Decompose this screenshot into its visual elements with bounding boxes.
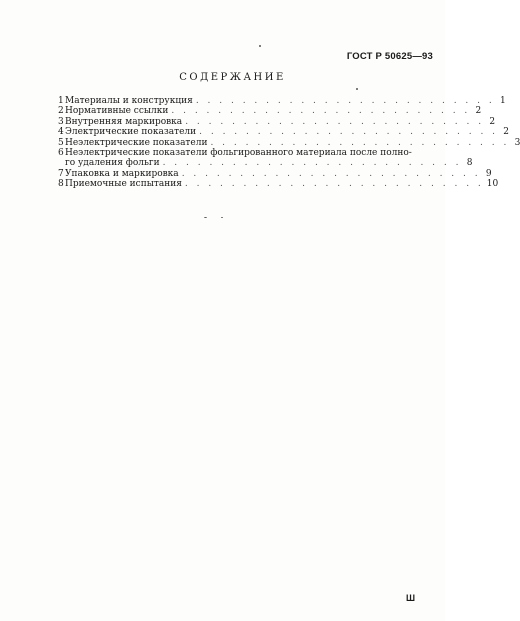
toc-entry-title: Электрические показатели	[65, 127, 197, 138]
toc-entry-number: 2	[58, 106, 64, 117]
toc-entry-page: 2	[475, 106, 482, 117]
toc-entry[interactable]	[58, 127, 510, 138]
toc-leader: . . . . . . . . . . . . . . . . . . . . . . . . . .	[210, 137, 510, 148]
toc-leader: . . . . . . . . . . . . . . . . . . . . . . . . . .	[185, 116, 485, 127]
toc-entry-page: 8	[466, 158, 473, 169]
scan-speck	[356, 88, 358, 90]
toc-entry-number: 4	[58, 127, 64, 138]
page-title: СОДЕРЖАНИЕ	[179, 72, 286, 83]
toc-entry-page: 2	[489, 116, 496, 127]
toc-entry[interactable]	[58, 179, 499, 190]
toc-entry-number: 1	[58, 96, 64, 106]
toc-leader: . . . . . . . . . . . . . . . . . . . . . . . . . .	[199, 127, 499, 138]
toc-entry-page: 10	[486, 179, 499, 190]
toc-entry-number: 3	[58, 116, 64, 127]
toc-leader: . . . . . . . . . . . . . . . . . . . . . . . . . .	[184, 179, 484, 190]
toc-entry-title: Неэлектрические показатели фольгированного материала после полно-	[65, 148, 412, 159]
toc-entry-page: 1	[500, 96, 506, 106]
toc-entry[interactable]	[58, 137, 520, 148]
scan-speck	[259, 45, 261, 47]
page-mark: Ш	[405, 593, 415, 603]
toc-leader: . . . . . . . . . . . . . . . . . . . . . . . . . .	[171, 106, 471, 117]
toc-entry-title: Приемочные испытания	[65, 179, 182, 190]
toc-entry[interactable]	[58, 168, 492, 179]
scan-speck	[204, 217, 207, 218]
scan-speck	[221, 217, 223, 218]
toc-leader: . . . . . . . . . . . . . . . . . . . . . . . . . .	[195, 96, 495, 106]
toc-entry-number: 7	[58, 168, 64, 179]
toc-entry[interactable]	[58, 96, 506, 106]
toc-entry[interactable]	[58, 116, 496, 127]
toc-entry-page: 9	[485, 168, 492, 179]
table-of-contents	[58, 96, 520, 190]
toc-leader: . . . . . . . . . . . . . . . . . . . . . . . . . .	[181, 168, 481, 179]
toc-entry-title-continued: го удаления фольги	[65, 158, 160, 169]
toc-entry-number: 8	[58, 179, 64, 190]
toc-entry-title: Материалы и конструкция	[65, 96, 193, 106]
toc-entry-title: Неэлектрические показатели	[65, 137, 208, 148]
toc-entry-continuation[interactable]	[58, 158, 473, 169]
standard-header: ГОСТ Р 50625—93	[346, 51, 433, 62]
toc-leader: . . . . . . . . . . . . . . . . . . . . . . . . . .	[162, 158, 462, 169]
toc-entry[interactable]	[58, 148, 421, 158]
toc-entry-number: 6	[58, 148, 64, 159]
toc-entry-page: 3	[514, 137, 520, 148]
toc-entry-title: Внутренняя маркировка	[65, 116, 183, 127]
toc-entry-title: Упаковка и маркировка	[65, 168, 179, 179]
toc-entry-page: 2	[503, 127, 510, 138]
toc-entry-title: Нормативные ссылки	[65, 106, 169, 117]
toc-entry[interactable]	[58, 106, 482, 117]
toc-entry-number: 5	[58, 137, 64, 148]
